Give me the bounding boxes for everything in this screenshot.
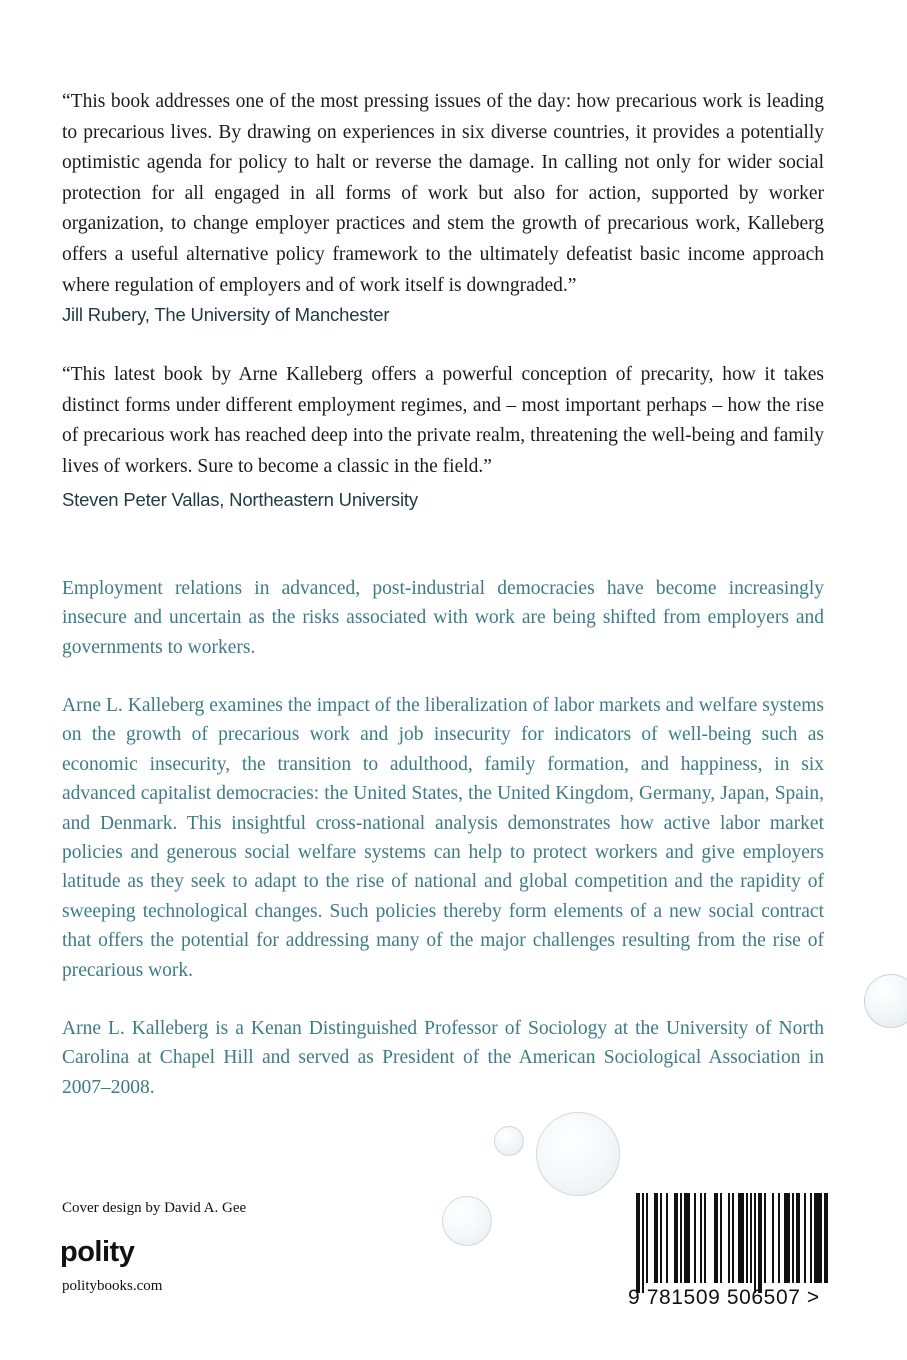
barcode-bar [772, 1193, 774, 1283]
barcode-bar [746, 1193, 748, 1283]
barcode-bar [694, 1193, 696, 1283]
isbn-digits: 9 781509 506507 > [628, 1286, 820, 1309]
endorsement-attribution-1: Jill Rubery, The University of Manchester [62, 304, 390, 325]
bubble-decoration [864, 974, 907, 1028]
barcode-bar [684, 1193, 690, 1283]
publisher-logo: polity [60, 1236, 135, 1268]
barcode-bar [720, 1193, 722, 1283]
barcode-bar [732, 1193, 734, 1283]
author-bio: Arne L. Kalleberg is a Kenan Distinguished Professor of Sociology at the University of North Carolina at Chapel Hill and served as President of the American Sociological Association in 2007–2008. [62, 1018, 824, 1098]
barcode-bar [754, 1193, 756, 1293]
bubble-decoration [442, 1196, 492, 1246]
barcode-bar [714, 1193, 718, 1283]
barcode-bar [674, 1193, 678, 1283]
cover-design-credit: Cover design by David A. Gee [62, 1200, 247, 1216]
publisher-website: politybooks.com [62, 1278, 163, 1294]
endorsement-attribution-2: Steven Peter Vallas, Northeastern University [62, 489, 418, 510]
barcode-bar [654, 1193, 658, 1283]
bubble-decoration [536, 1112, 620, 1196]
barcode-bar [750, 1193, 752, 1283]
barcode-bar [796, 1193, 800, 1283]
barcode-bar [778, 1193, 780, 1283]
barcode-bar [792, 1193, 794, 1283]
endorsement-quote-1: “This book addresses one of the most pressing issues of the day: how precarious work is leading to precarious lives. By drawing on experiences in six diverse countries, it provides a potentially optimistic agenda for policy to halt or reverse the damage. In calling not only for wider social protection for all engaged in all forms of work but also for action, supported by worker organization, to change employer practices and stem the growth of precarious work, Kalleberg offers a useful alternative policy framework to the ultimately defeatist basic income approach where regulation of employers and of work itself is downgraded.” [62, 91, 824, 296]
barcode-bar [660, 1193, 662, 1283]
barcode-bar [784, 1193, 790, 1283]
barcode-bar [814, 1193, 822, 1283]
barcode-bar [642, 1193, 644, 1293]
blurb-paragraph-2: Arne L. Kalleberg examines the impact of the liberalization of labor markets and welfare systems on the growth of precarious work and job insecurity for indicators of well-being such as economic insecurity, the transition to adulthood, family formation, and happiness, in six advanced capitalist democracies: the United States, the United Kingdom, Germany, Japan, Spain, and Denmark. This insightful cross-national analysis demonstrates how active labor market policies and generous social welfare systems can help to protect workers and give employers latitude as they seek to adapt to the rise of national and global competition and the rapidity of sweeping technological changes. Such policies thereby form elements of a new social contract that offers the potential for addressing many of the major challenges resulting from the rise of precarious work. [62, 695, 824, 981]
barcode-bar [810, 1193, 812, 1283]
barcode-bar [758, 1193, 762, 1293]
barcode-bar [666, 1193, 668, 1283]
barcode-bar [764, 1193, 766, 1283]
barcode-bar [636, 1193, 640, 1293]
bubble-decoration [494, 1126, 524, 1156]
barcode-bar [680, 1193, 682, 1283]
barcode-bar [704, 1193, 706, 1283]
endorsement-quote-2: “This latest book by Arne Kalleberg offers a powerful conception of precarity, how it takes distinct forms under different employment regimes, and – most important perhaps – how the rise of precarious work has reached deep into the private realm, threatening the well-being and family lives of workers. Sure to become a classic in the field.” [62, 364, 824, 477]
barcode-bar [700, 1193, 702, 1283]
blurb-paragraph-1: Employment relations in advanced, post-industrial democracies have become increasingly insecure and uncertain as the risks associated with work are being shifted from employers and governments to workers. [62, 578, 824, 658]
barcode-bar [804, 1193, 806, 1283]
barcode-bar [728, 1193, 730, 1283]
barcode-bar [824, 1193, 828, 1283]
barcode-bar [738, 1193, 744, 1283]
barcode-bar [646, 1193, 648, 1283]
